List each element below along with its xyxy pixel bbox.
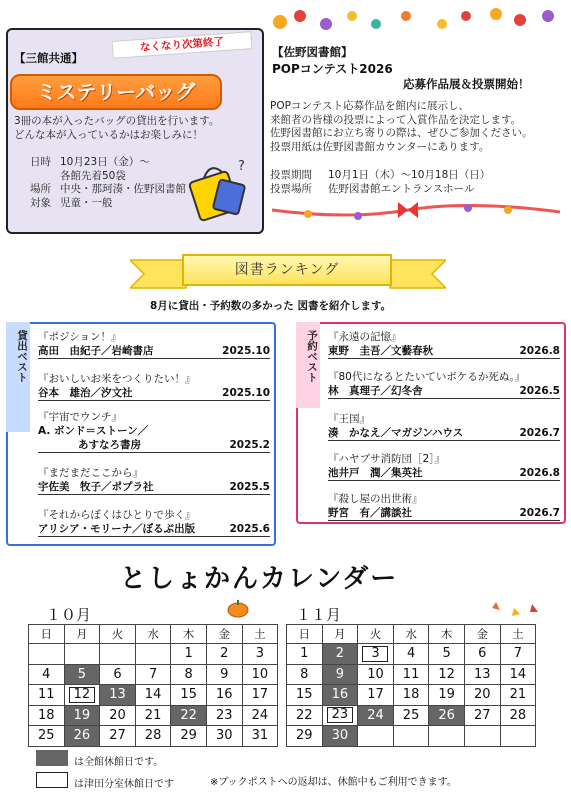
ranking-subtitle: 8月に貸出・予約数の多かった 図書を紹介します。 — [150, 300, 392, 312]
reserve-label: 予約ベスト — [296, 322, 320, 408]
oct-label: １０月 — [46, 606, 92, 624]
weekday: 月 — [322, 625, 358, 644]
weekday: 木 — [171, 625, 207, 644]
bookpost-note: ※ブックポストへの返却は、休館中もご利用できます。 — [210, 777, 457, 788]
svg-text:?: ? — [238, 159, 245, 174]
list-item: 『永遠の記憶』 東野 圭吾／文藝春秋 2026.8 — [328, 331, 560, 357]
ribbon-decoration-icon — [268, 200, 564, 224]
lend-ranking-box — [6, 322, 276, 546]
list-item: 『それからぼくはひとりで歩く』 アリシア・モリーナ／ぼるぷ出版 2025.6 — [38, 509, 270, 535]
mystery-info: 日時 10月23日（金）〜 各館先着50袋 場所 中央・那珂湊・佐野図書館 対象 児童・一般 — [30, 156, 186, 209]
list-item: 『殺し屋の出世術』 野宮 有／講談社 2026.7 — [328, 493, 560, 519]
october-calendar: 日 月 火 水 木 金 土 1 2 3 4 5 6 7 8 9 10 11 12 13 14 15 16 17 18 19 20 21 22 23 24 25 26 27 28 29 30 31 — [28, 624, 278, 747]
pop-head-contest: POPコンテスト2026 — [272, 62, 393, 76]
list-item: 『ハヤブサ消防団［2］』 池井戸 潤／集英社 2026.8 — [328, 453, 560, 479]
mystery-title: ミステリーバッグ — [10, 74, 222, 110]
legend-closed-swatch — [36, 750, 68, 766]
list-item: 『おいしいお米をつくりたい！』 谷本 雄治／汐文社 2025.10 — [38, 373, 270, 399]
lend-label: 貸出ベスト — [6, 322, 30, 432]
list-item: 『80代になるとたいていボケるか死ぬ。』 林 真理子／幻冬舎 2026.5 — [328, 371, 560, 397]
weekday: 金 — [464, 625, 500, 644]
calendar-title: としょかんカレンダー — [120, 564, 399, 594]
weekday: 月 — [64, 625, 100, 644]
reserve-ranking-box — [296, 322, 566, 524]
mystery-desc: 3冊の本が入ったバッグの貸出を行います。 どんな本が入っているかはお楽しみに！ — [14, 115, 220, 141]
list-item: 『まだまだここから』 宇佐美 牧子／ポプラ社 2025.5 — [38, 467, 270, 493]
pop-period: 投票期間 10月1日（木）〜10月18日（日） 投票場所 佐野図書館エントランスホール — [270, 169, 491, 195]
bag-illustration-icon — [186, 156, 256, 222]
pop-head-library: 【佐野図書館】 — [272, 45, 353, 59]
legend-closed-text: は全館休館日です。 — [74, 757, 164, 768]
ranking-banner: 図書ランキング — [182, 254, 392, 286]
pop-body: POPコンテスト応募作品を館内に展示し、 来館者の皆様の投票によって入賞作品を決定します。 佐野図書館にお立ち寄りの際は、ぜひご参加ください。 投票用紙は佐野図書館カウンターにあります。 — [270, 100, 533, 153]
pumpkin-icon — [226, 598, 250, 618]
weekday: 木 — [429, 625, 465, 644]
weekday: 水 — [393, 625, 429, 644]
november-calendar: 日 月 火 水 木 金 土 1 2 3 4 5 6 7 8 9 10 11 12 13 14 15 16 17 18 19 20 21 22 23 24 25 26 27 28 29 30 — [286, 624, 536, 747]
ribbon-label: なくなり次第終了 — [112, 31, 253, 59]
weekday: 金 — [206, 625, 242, 644]
weekday: 火 — [100, 625, 136, 644]
weekday: 土 — [242, 625, 278, 644]
list-item: 『ポジション！』 高田 由紀子／岩崎書店 2025.10 — [38, 331, 270, 357]
list-item: 『王国』 湊 かなえ／マガジンハウス 2026.7 — [328, 413, 560, 439]
weekday: 日 — [29, 625, 65, 644]
pop-head-vote: 応募作品展＆投票開始！ — [403, 77, 530, 91]
legend-branch-swatch — [36, 772, 68, 788]
flower-decoration-icon — [266, 4, 566, 40]
weekday: 火 — [358, 625, 394, 644]
legend-branch-text: は津田分室休館日です — [74, 779, 174, 790]
weekday: 水 — [135, 625, 171, 644]
leaves-icon — [486, 598, 546, 624]
weekday: 土 — [500, 625, 536, 644]
list-item: 『宇宙でウンチ』 A. ボンド＝ストーン／ あすなろ書房 2025.2 — [38, 411, 270, 451]
weekday: 日 — [287, 625, 323, 644]
nov-label: １１月 — [296, 606, 342, 624]
mystery-tag: 【三館共通】 — [14, 51, 83, 65]
